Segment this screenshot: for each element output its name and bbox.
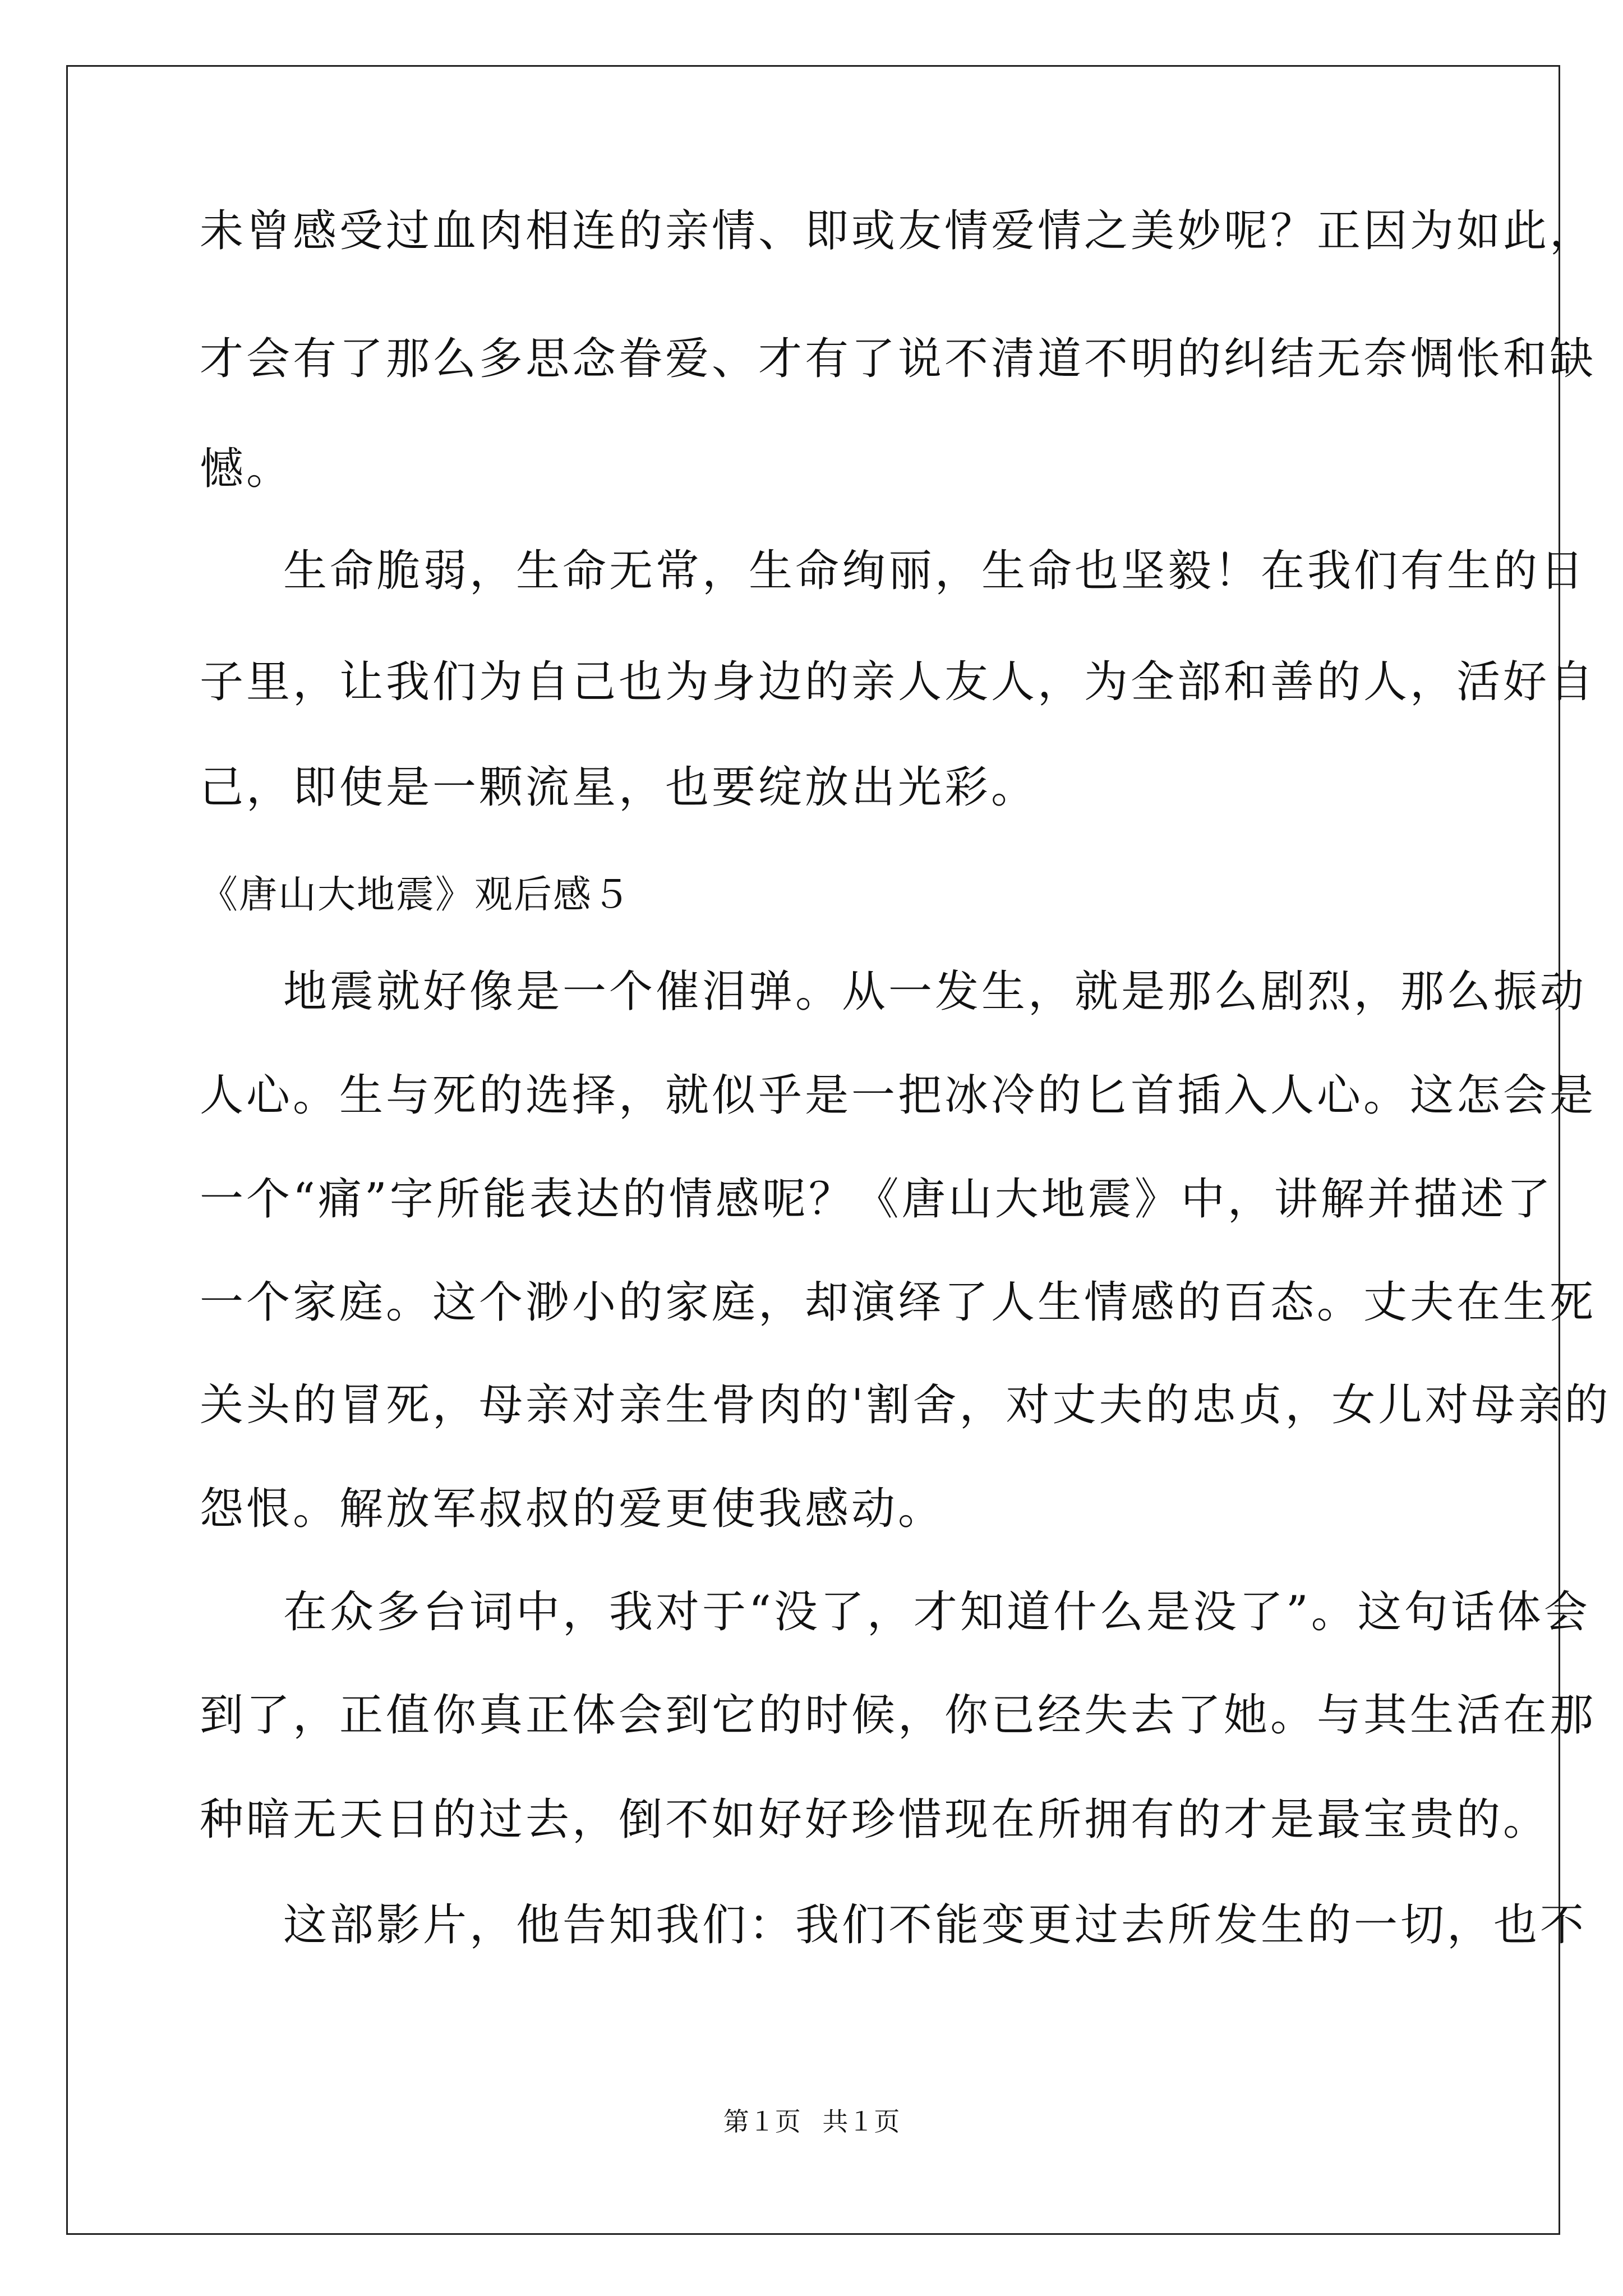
text-line: 在众多台词中，我对于“没了，才知道什么是没了”。这句话体会 (283, 1587, 1590, 1637)
text-line: 种暗无天日的过去，倒不如好好珍惜现在所拥有的才是最宝贵的。 (200, 1795, 1550, 1845)
section-heading: 《唐山大地震》观后感５ (200, 873, 632, 917)
text-line: 才会有了那么多思念眷爱、才有了说不清道不明的纠结无奈惆怅和缺 (200, 334, 1597, 384)
text-line: 这部影片，他告知我们：我们不能变更过去所发生的一切，也不 (283, 1900, 1587, 1950)
text-line: 憾。 (200, 444, 293, 494)
text-line: 怨恨。解放军叔叔的爱更使我感动。 (200, 1484, 945, 1534)
text-line: 生命脆弱，生命无常，生命绚丽，生命也坚毅！在我们有生的日 (283, 546, 1587, 596)
page-total: 共１页 (822, 2106, 900, 2137)
text-line: 己，即使是一颗流星，也要绽放出光彩。 (200, 762, 1038, 813)
text-line: 关头的冒死，母亲对亲生骨肉的'割舍，对丈夫的忠贞，女儿对母亲的 (200, 1380, 1611, 1430)
text-line: 未曾感受过血肉相连的亲情、即或友情爱情之美妙呢？正因为如此， (200, 206, 1597, 256)
text-line: 一个“痛”字所能表达的情感呢？《唐山大地震》中，讲解并描述了 (200, 1174, 1553, 1225)
text-line: 一个家庭。这个渺小的家庭，却演绎了人生情感的百态。丈夫在生死 (200, 1277, 1597, 1328)
text-line: 地震就好像是一个催泪弹。从一发生，就是那么剧烈，那么振动 (283, 967, 1587, 1017)
text-line: 到了，正值你真正体会到它的时候，你已经失去了她。与其生活在那 (200, 1690, 1597, 1741)
text-line: 子里，让我们为自己也为身边的亲人友人，为全部和善的人，活好自 (200, 657, 1597, 707)
text-line: 人心。生与死的选择，就似乎是一把冰冷的匕首插入人心。这怎会是 (200, 1070, 1597, 1121)
page-number: 第１页 (723, 2106, 801, 2137)
page-footer (0, 2105, 1623, 2138)
